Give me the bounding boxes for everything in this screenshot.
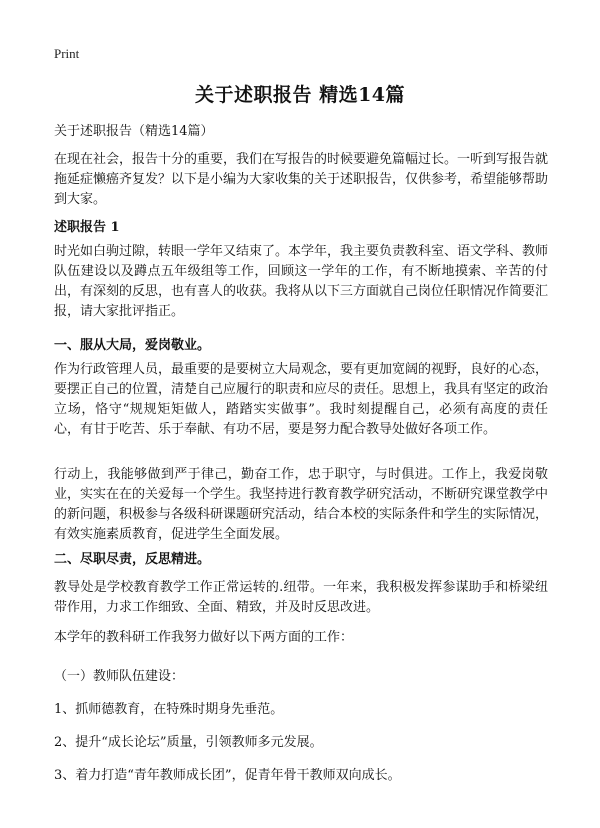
- print-link[interactable]: Print: [54, 46, 80, 61]
- page-subtitle: 关于述职报告（精选14篇）: [54, 124, 214, 139]
- body-paragraph-5: 本学年的教科研工作我努力做好以下两方面的工作：: [54, 630, 354, 645]
- body-paragraph-4: 教导处是学校教育教学工作正常运转的.纽带。一年来，我积极发挥参谋助手和桥梁纽带作用，力求工作细致、全面、精致，并及时反思改进。: [54, 580, 548, 615]
- intro-paragraph: 在现在社会，报告十分的重要，我们在写报告的时候要避免篇幅过长。一听到写报告就拖延症懒癌齐复发？以下是小编为大家收集的关于述职报告，仅供参考，希望能够帮助到大家。: [54, 152, 549, 207]
- subsection-heading-2: 二、尽职尽责，反思精进。: [54, 552, 211, 567]
- list-item: 3、着力打造“青年教师成长团”，促青年骨干教师双向成长。: [54, 768, 401, 783]
- body-paragraph-2: 作为行政管理人员，最重要的是要树立大局观念，要有更加宽阔的视野，良好的心态，要摆正自己的位置，清楚自己应履行的职责和应尽的责任。思想上，我具有坚定的政治立场，恪守“规规矩矩做人，踏踏实实做事”。我时刻提醒自己，必须有高度的责任心，有甘于吃苦、乐于奉献、有功不居，要是努力配合教导处做好各项工作。: [54, 362, 549, 437]
- list-item: 2、提升“成长论坛”质量，引领教师多元发展。: [54, 735, 323, 750]
- body-paragraph-1: 时光如白驹过隙，转眼一学年又结束了。本学年，我主要负责教科室、语文学科、教师队伍建设以及蹲点五年级组等工作，回顾这一学年的工作，有不断地摸索、辛苦的付出，有深刻的反思，也有喜人的收获。我将从以下三方面就自己岗位任职情况作简要汇报，请大家批评指正。: [54, 244, 549, 319]
- section-heading: 述职报告 1: [54, 220, 120, 235]
- list-item: 1、抓师德教育，在特殊时期身先垂范。: [54, 702, 284, 717]
- page-title: 关于述职报告 精选14篇: [194, 84, 406, 106]
- subsection-heading-1: 一、服从大局，爱岗敬业。: [54, 338, 211, 353]
- body-paragraph-3: 行动上，我能够做到严于律己，勤奋工作，忠于职守，与时俱进。工作上，我爱岗敬业，实实在在的关爱每一个学生。我坚持进行教育教学研究活动，不断研究课堂教学中的新问题，积极参与各级科研课题研究活动，结合本校的实际条件和学生的实际情况，有效实施素质教育，促进学生全面发展。: [54, 467, 549, 542]
- sub-heading-teacher-team: （一）教师队伍建设：: [54, 669, 185, 684]
